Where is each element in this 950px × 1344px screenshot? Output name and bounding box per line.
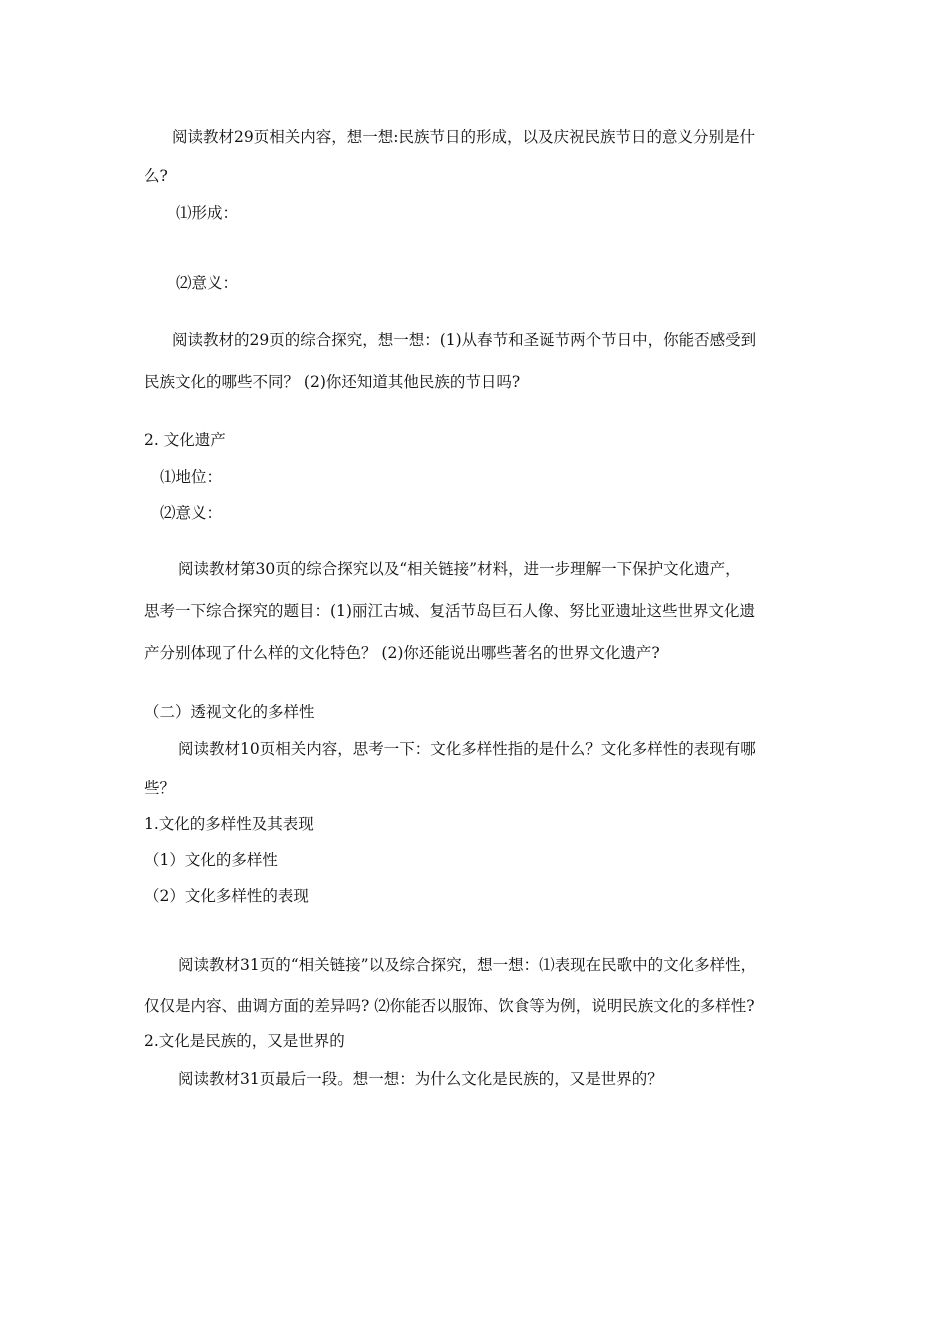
diversity-heading: 1.文化的多样性及其表现: [144, 815, 314, 833]
diversity-question-line-1: 阅读教材10页相关内容，思考一下：文化多样性指的是什么？文化多样性的表现有哪: [178, 740, 756, 758]
festival-explore-line-2: 民族文化的哪些不同？ (2)你还知道其他民族的节日吗?: [144, 373, 521, 391]
festival-formation-label: ⑴形成：: [176, 204, 239, 222]
national-heading: 2.文化是民族的，又是世界的: [144, 1032, 345, 1050]
festival-question-line-2: 么?: [144, 167, 168, 185]
heritage-question-line-3: 产分别体现了什么样的文化特色？ (2)你还能说出哪些著名的世界文化遗产?: [144, 644, 660, 662]
festival-meaning-label: ⑵意义：: [176, 274, 239, 292]
heritage-question-line-2: 思考一下综合探究的题目：(1)丽江古城、复活节岛巨石人像、努比亚遗址这些世界文化遗: [144, 602, 755, 620]
festival-explore-line-1: 阅读教材的29页的综合探究，想一想：(1)从春节和圣诞节两个节日中，你能否感受到: [172, 331, 757, 349]
folk-question-line-1: 阅读教材31页的“相关链接”以及综合探究，想一想：⑴表现在民歌中的文化多样性，: [178, 956, 757, 974]
diversity-question-line-2: 些？: [144, 779, 176, 797]
heritage-status-label: ⑴地位：: [160, 468, 223, 486]
national-question: 阅读教材31页最后一段。想一想：为什么文化是民族的，又是世界的？: [178, 1070, 663, 1088]
heritage-meaning-label: ⑵意义：: [160, 504, 223, 522]
festival-question-line-1: 阅读教材29页相关内容，想一想:民族节日的形成，以及庆祝民族节日的意义分别是什: [172, 128, 755, 146]
diversity-item-1: （1）文化的多样性: [144, 851, 278, 869]
section-2-heading: （二）透视文化的多样性: [144, 703, 315, 721]
diversity-item-2: （2）文化多样性的表现: [144, 887, 309, 905]
folk-question-line-2: 仅仅是内容、曲调方面的差异吗? ⑵你能否以服饰、饮食等为例，说明民族文化的多样性?: [144, 997, 755, 1015]
heritage-question-line-1: 阅读教材第30页的综合探究以及“相关链接”材料，进一步理解一下保护文化遗产，: [178, 560, 741, 578]
heritage-heading: 2. 文化遗产: [144, 431, 226, 449]
